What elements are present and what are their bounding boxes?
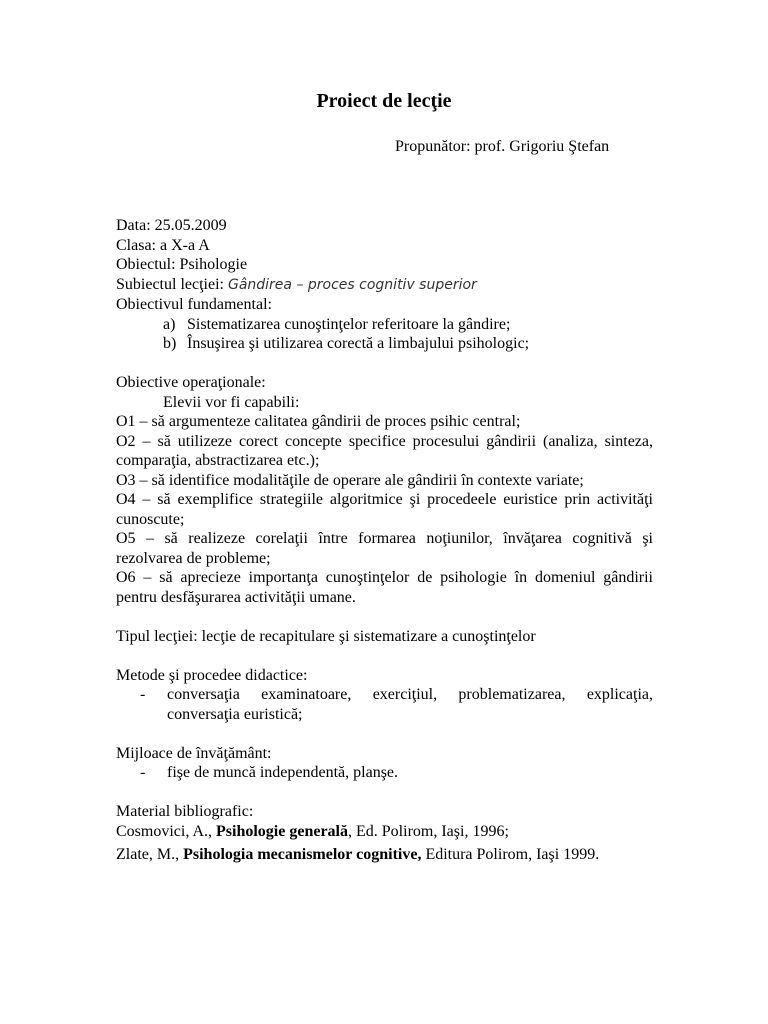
- means-label: Mijloace de învăţământ:: [116, 744, 272, 762]
- bibliography-entry: [116, 841, 653, 869]
- class-line: Clasa: a X-a A: [116, 236, 210, 254]
- fundamental-objective-label: Obiectivul fundamental:: [116, 296, 272, 313]
- operational-intro: Elevii vor fi capabili:: [163, 393, 300, 411]
- document-body: [116, 216, 653, 869]
- methods-text: conversaţia examinatoare, exerciţiul, problematizarea, explicaţia, conversaţia euristică;: [167, 686, 653, 723]
- lesson-type-line: Tipul lecţiei: lecţie de recapitulare şi sistematizare a cunoştinţelor: [116, 627, 536, 645]
- means-item: [116, 763, 653, 783]
- bibliography-label: Material bibliografic:: [116, 803, 254, 820]
- subject-line: Obiectul: Psihologie: [116, 256, 248, 273]
- date-line: Data: 25.05.2009: [116, 217, 227, 234]
- bib-work: Psihologie generală: [216, 822, 348, 840]
- topic-label: Subiectul lecţiei:: [116, 275, 228, 293]
- fundamental-objective-item: [116, 315, 653, 335]
- item-marker: b): [163, 335, 177, 352]
- fundamental-objective-item: [116, 334, 653, 354]
- operational-objective-item: O1 – să argumenteze calitatea gândirii de proces psihic central;: [116, 413, 521, 430]
- methods-item: [116, 685, 653, 724]
- proposer-line: Propunător: prof. Grigoriu Ştefan: [395, 138, 610, 155]
- topic-line: [116, 275, 653, 296]
- operational-objectives-label: Obiective operaţionale:: [116, 374, 266, 391]
- dash-marker: -: [140, 764, 146, 781]
- methods-label: Metode şi procedee didactice:: [116, 666, 308, 684]
- topic-value: Gândirea – proces cognitiv superior: [227, 276, 477, 293]
- item-text: Însuşirea şi utilizarea corectă a limbajului psihologic;: [187, 335, 530, 352]
- bib-author: Zlate, M.,: [116, 846, 184, 863]
- operational-objective-item: O5 – să realizeze corelaţii între formarea noţiunilor, învăţarea cognitivă şi rezolvarea de probleme;: [116, 530, 653, 567]
- bib-author: Cosmovici, A.,: [116, 822, 217, 840]
- bib-work: Psihologia mecanismelor cognitive,: [183, 846, 422, 863]
- means-text: fişe de muncă independentă, planşe.: [167, 764, 399, 781]
- bibliography-entry: [116, 822, 653, 842]
- operational-objective-item: O4 – să exemplifice strategiile algoritmice şi procedeele euristice prin activităţi cunoscute;: [116, 491, 653, 528]
- operational-objective-item: O2 – să utilizeze corect concepte specifice procesului gândirii (analiza, sinteza, comparaţia, abstractizarea etc.);: [116, 432, 653, 469]
- bib-details: , Ed. Polirom, Iaşi, 1996;: [348, 822, 509, 840]
- operational-objective-item: O3 – să identifice modalităţile de operare ale gândirii în contexte variate;: [116, 471, 584, 489]
- page-title: Proiect de lecţie: [316, 90, 452, 112]
- bib-details: Editura Polirom, Iaşi 1999.: [421, 846, 600, 863]
- item-marker: a): [163, 315, 176, 333]
- operational-objective-item: O6 – să aprecieze importanţa cunoştinţelor de psihologie în domeniul gândirii pentru desfăşurarea activităţii umane.: [116, 569, 653, 606]
- item-text: Sistematizarea cunoştinţelor referitoare la gândire;: [187, 315, 511, 333]
- dash-marker: -: [140, 686, 146, 703]
